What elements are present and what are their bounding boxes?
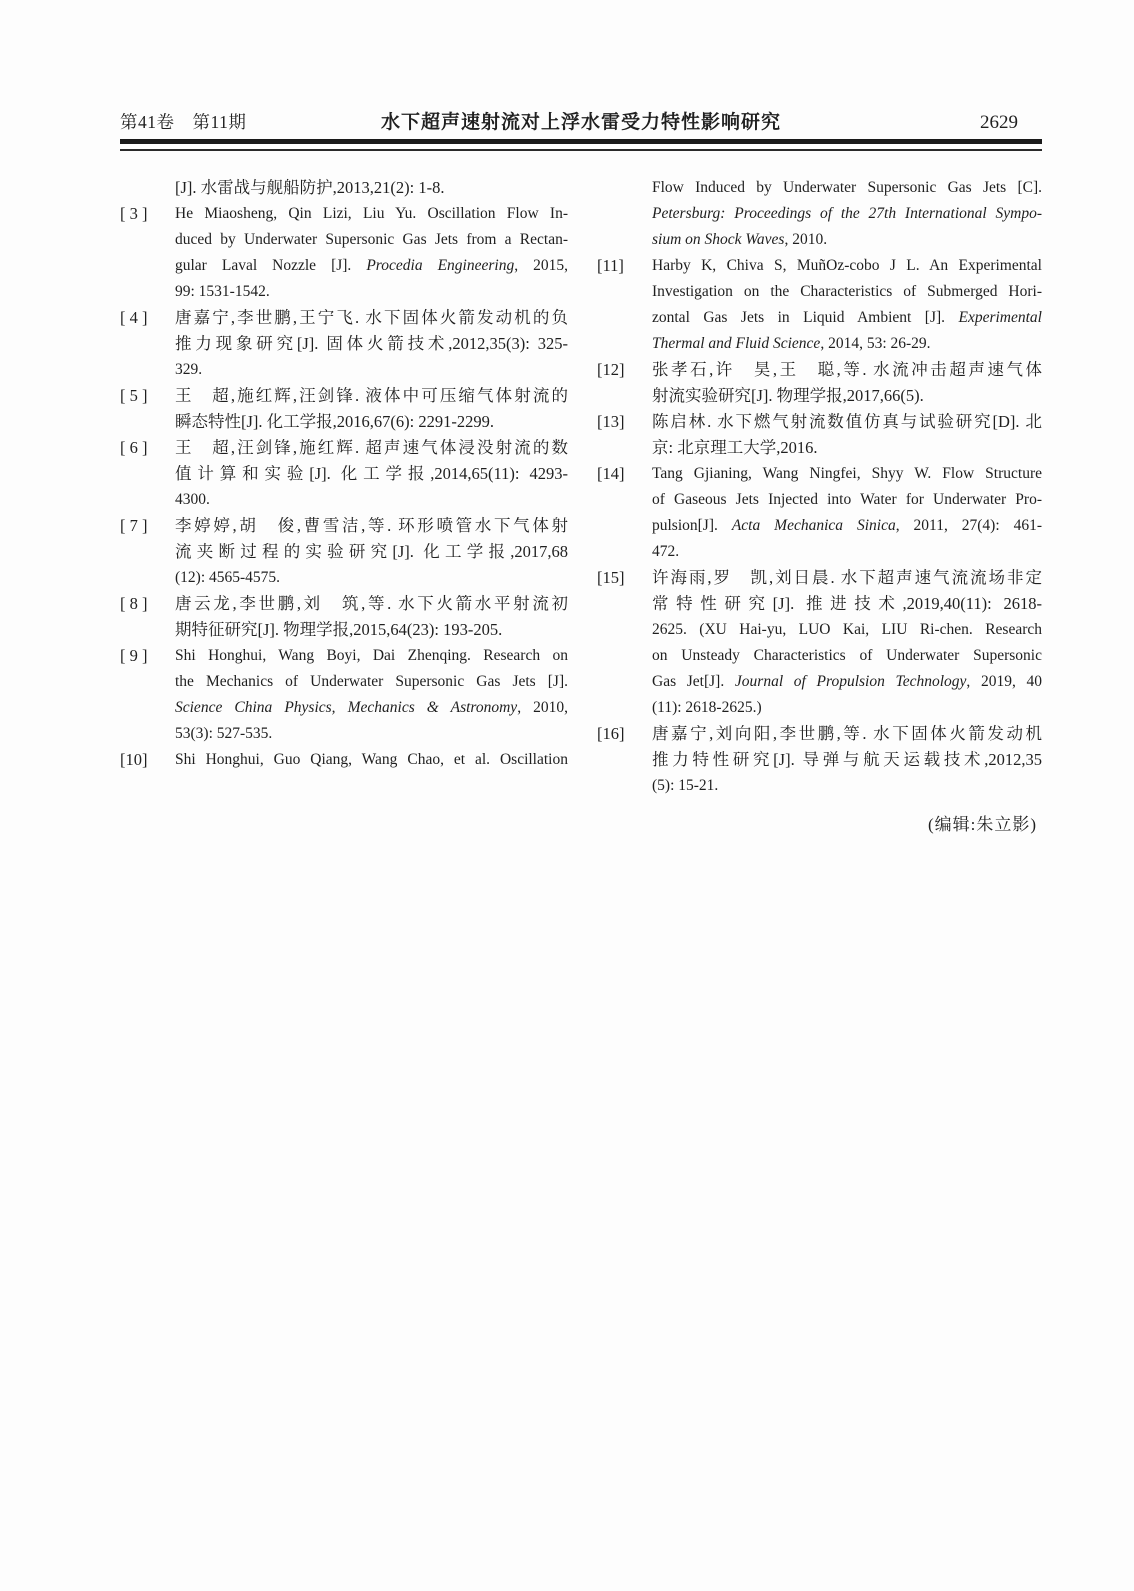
reference-item: [120, 643, 568, 747]
reference-line-segment: 2625. (XU Hai-yu, LUO Kai, LIU Ri-chen. Research: [652, 621, 1042, 638]
reference-line: [175, 201, 568, 227]
reference-line: [175, 357, 568, 383]
reference-label: [16]: [597, 724, 625, 743]
reference-line: [652, 513, 1042, 539]
reference-line: [652, 175, 1042, 201]
reference-line-segment: 张孝石,许 昊,王 聪,等. 水流冲击超声速气体: [652, 360, 1042, 379]
volume-issue: 第41卷 第11期: [120, 112, 247, 132]
editor-note: (编辑:朱立影): [927, 815, 1037, 834]
reference-line-segment: 值计算和实验[J]. 化工学报,2014,65(11): 4293-: [175, 464, 568, 483]
reference-line-segment: of Gaseous Jets Injected into Water for Underwater Pro-: [652, 491, 1042, 508]
reference-line: [652, 201, 1042, 227]
reference-line: [652, 669, 1042, 695]
reference-line-segment: , 2010.: [784, 231, 828, 248]
reference-line-segment: Investigation on the Characteristics of Submerged Hori-: [652, 283, 1042, 300]
reference-line: [175, 565, 568, 591]
references-right-column: [597, 175, 1042, 799]
reference-line-segment: gular Laval Nozzle [J].: [175, 257, 367, 274]
reference-text: [652, 565, 1042, 721]
reference-line: [175, 669, 568, 695]
reference-line-segment: He Miaosheng, Qin Lizi, Liu Yu. Oscillation Flow In-: [175, 205, 568, 222]
reference-line: [175, 305, 568, 331]
reference-line-segment: 许海雨,罗 凯,刘日晨. 水下超声速气流流场非定: [652, 568, 1042, 587]
reference-item: [597, 565, 1042, 721]
header-rule-thick: [120, 139, 1042, 144]
page-number: 2629: [980, 112, 1018, 133]
reference-journal-name: Procedia Engineering: [366, 257, 515, 274]
reference-line: [652, 253, 1042, 279]
reference-item: [597, 357, 1042, 409]
reference-line-segment: 瞬态特性[J]. 化工学报,2016,67(6): 2291-2299.: [175, 412, 494, 431]
reference-item: [120, 513, 568, 591]
reference-line-segment: 唐嘉宁,李世鹏,王宁飞. 水下固体火箭发动机的负: [175, 308, 568, 327]
reference-journal-name: Journal of Propulsion Technology: [734, 673, 967, 690]
reference-line-segment: Gas Jet[J].: [652, 673, 735, 690]
reference-line: [652, 227, 1042, 253]
reference-line-segment: 329.: [175, 361, 203, 378]
reference-line-segment: duced by Underwater Supersonic Gas Jets from a Rectan-: [175, 231, 568, 248]
page-title: 水下超声速射流对上浮水雷受力特性影响研究: [380, 112, 781, 133]
reference-line-segment: 53(3): 527-535.: [175, 725, 273, 742]
reference-line: [652, 617, 1042, 643]
reference-line: [652, 565, 1042, 591]
reference-label: [ 7 ]: [120, 516, 148, 535]
reference-text: [652, 175, 1042, 253]
reference-line-segment: , 2014, 53: 26-29.: [820, 335, 931, 352]
page-header: [120, 110, 1042, 135]
reference-line-segment: 推力现象研究[J]. 固体火箭技术,2012,35(3): 325-: [175, 334, 568, 353]
reference-line-segment: , 2010,: [517, 699, 568, 716]
reference-journal-name: sium on Shock Waves: [652, 231, 785, 248]
reference-label: [11]: [597, 256, 624, 275]
reference-label: [15]: [597, 568, 625, 587]
reference-label: [ 6 ]: [120, 438, 148, 457]
reference-line-segment: 李婷婷,胡 俊,曹雪洁,等. 环形喷管水下气体射: [175, 516, 568, 535]
reference-line-segment: 陈启林. 水下燃气射流数值仿真与试验研究[D]. 北: [652, 412, 1042, 431]
reference-line-segment: 推力特性研究[J]. 导弹与航天运载技术,2012,35: [652, 750, 1042, 769]
reference-line-segment: 唐嘉宁,刘向阳,李世鹏,等. 水下固体火箭发动机: [652, 724, 1042, 743]
reference-text: [175, 435, 568, 513]
reference-item: [597, 721, 1042, 799]
reference-item: [120, 175, 568, 201]
reference-item: [120, 201, 568, 305]
reference-text: [175, 175, 568, 201]
reference-line-segment: 4300.: [175, 491, 210, 508]
reference-label: [ 9 ]: [120, 646, 148, 665]
reference-line: [652, 305, 1042, 331]
reference-line: [175, 279, 568, 305]
reference-line: [652, 487, 1042, 513]
reference-journal-name: Science China Physics, Mechanics & Astronomy: [175, 699, 518, 716]
reference-line-segment: Flow Induced by Underwater Supersonic Gas Jets [C].: [652, 179, 1042, 196]
reference-line: [652, 357, 1042, 383]
reference-line: [175, 747, 568, 773]
reference-item: [120, 435, 568, 513]
reference-text: [175, 513, 568, 591]
reference-line: [652, 643, 1042, 669]
reference-label: [13]: [597, 412, 625, 431]
reference-line-segment: 常特性研究[J]. 推进技术,2019,40(11): 2618-: [652, 594, 1042, 613]
reference-line-segment: Shi Honghui, Guo Qiang, Wang Chao, et al. Oscillation: [175, 751, 568, 768]
reference-journal-name: Acta Mechanica Sinica: [731, 517, 896, 534]
reference-line: [652, 539, 1042, 565]
reference-line-segment: , 2015,: [514, 257, 568, 274]
reference-line: [175, 617, 568, 643]
reference-text: [652, 721, 1042, 799]
reference-line: [175, 409, 568, 435]
reference-label: [ 3 ]: [120, 204, 148, 223]
reference-label: [ 8 ]: [120, 594, 148, 613]
reference-line-segment: 唐云龙,李世鹏,刘 筑,等. 水下火箭水平射流初: [175, 594, 568, 613]
references-section: [120, 175, 1042, 799]
reference-line-segment: 期特征研究[J]. 物理学报,2015,64(23): 193-205.: [175, 620, 503, 639]
reference-line-segment: , 2019, 40: [966, 673, 1042, 690]
reference-text: [652, 253, 1042, 357]
reference-line: [175, 461, 568, 487]
reference-line-segment: 流夹断过程的实验研究[J]. 化工学报,2017,68: [175, 542, 568, 561]
reference-line: [175, 721, 568, 747]
reference-line-segment: (5): 15-21.: [652, 777, 719, 794]
references-left-column: [120, 175, 568, 799]
reference-line: [175, 253, 568, 279]
reference-line-segment: (12): 4565-4575.: [175, 569, 281, 586]
reference-line: [175, 435, 568, 461]
reference-label: [597, 175, 652, 253]
reference-line-segment: (11): 2618-2625.): [652, 699, 762, 716]
reference-line-segment: pulsion[J].: [652, 517, 732, 534]
reference-line: [652, 721, 1042, 747]
reference-item: [120, 591, 568, 643]
reference-item: [120, 305, 568, 383]
reference-line-segment: zontal Gas Jets in Liquid Ambient [J].: [652, 309, 959, 326]
reference-text: [175, 201, 568, 305]
reference-label: [14]: [597, 464, 625, 483]
reference-line: [652, 461, 1042, 487]
reference-item: [597, 253, 1042, 357]
reference-line-segment: , 2011, 27(4): 461-: [895, 517, 1042, 534]
reference-text: [175, 591, 568, 643]
reference-label: [12]: [597, 360, 625, 379]
reference-journal-name: Thermal and Fluid Science: [652, 335, 821, 352]
reference-line-segment: the Mechanics of Underwater Supersonic Gas Jets [J].: [175, 673, 568, 690]
reference-text: [652, 409, 1042, 461]
reference-line-segment: on Unsteady Characteristics of Underwater Supersonic: [652, 647, 1042, 664]
reference-line: [652, 695, 1042, 721]
reference-line-segment: Harby K, Chiva S, MuñOz-cobo J L. An Experimental: [652, 257, 1042, 274]
reference-line-segment: 99: 1531-1542.: [175, 283, 270, 300]
reference-line: [175, 487, 568, 513]
reference-text: [175, 383, 568, 435]
reference-line: [652, 435, 1042, 461]
reference-label: [10]: [120, 750, 148, 769]
reference-text: [652, 357, 1042, 409]
reference-line-segment: 王 超,施红辉,汪剑锋. 液体中可压缩气体射流的: [175, 386, 568, 405]
reference-item: [120, 383, 568, 435]
reference-line: [652, 383, 1042, 409]
reference-line: [175, 539, 568, 565]
reference-line-segment: [J]. 水雷战与舰船防护,2013,21(2): 1-8.: [175, 178, 445, 197]
reference-line-segment: Shi Honghui, Wang Boyi, Dai Zhenqing. Research on: [175, 647, 568, 664]
reference-journal-name: Experimental: [958, 309, 1042, 326]
reference-line: [652, 279, 1042, 305]
reference-text: [175, 643, 568, 747]
reference-line-segment: 京: 北京理工大学,2016.: [652, 438, 818, 457]
reference-text: [652, 461, 1042, 565]
reference-line: [652, 773, 1042, 799]
reference-journal-name: Petersburg: Proceedings of the 27th International Sympo-: [652, 205, 1042, 222]
reference-item: [597, 175, 1042, 253]
reference-line: [652, 591, 1042, 617]
reference-label: [ 5 ]: [120, 386, 148, 405]
reference-label: [ 4 ]: [120, 308, 148, 327]
reference-line: [652, 747, 1042, 773]
reference-line: [652, 409, 1042, 435]
header-rule-thin: [120, 149, 1042, 151]
reference-line: [175, 383, 568, 409]
reference-line-segment: 王 超,汪剑锋,施红辉. 超声速气体浸没射流的数: [175, 438, 568, 457]
reference-line: [175, 643, 568, 669]
reference-line-segment: Tang Gjianing, Wang Ningfei, Shyy W. Flow Structure: [652, 465, 1042, 482]
reference-line-segment: 射流实验研究[J]. 物理学报,2017,66(5).: [652, 386, 924, 405]
reference-line: [175, 227, 568, 253]
reference-line: [175, 331, 568, 357]
reference-label: [120, 175, 175, 201]
reference-line: [175, 513, 568, 539]
reference-line-segment: 472.: [652, 543, 680, 560]
reference-line: [652, 331, 1042, 357]
reference-line: [175, 591, 568, 617]
reference-item: [120, 747, 568, 773]
reference-item: [597, 409, 1042, 461]
reference-item: [597, 461, 1042, 565]
reference-text: [175, 747, 568, 773]
reference-line: [175, 175, 568, 201]
reference-text: [175, 305, 568, 383]
reference-line: [175, 695, 568, 721]
